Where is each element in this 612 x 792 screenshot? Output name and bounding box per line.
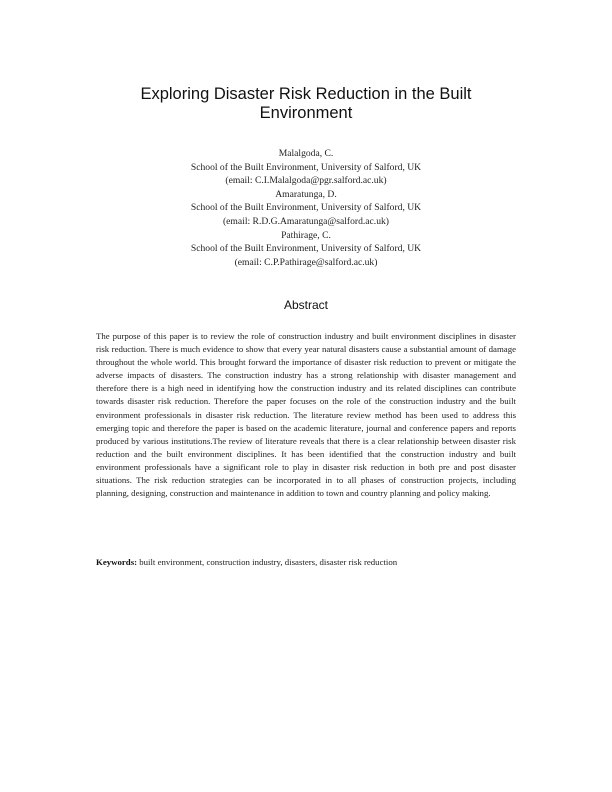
author-affiliation: School of the Built Environment, University of Salford, UK xyxy=(190,243,422,255)
author-email: (email: C.I.Malalgoda@pgr.salford.ac.uk) xyxy=(225,175,387,187)
paper-title-line-2: Environment xyxy=(259,104,353,122)
author-email: (email: C.P.Pathirage@salford.ac.uk) xyxy=(234,256,378,268)
keywords-text: built environment, construction industry, disasters, disaster risk reduction xyxy=(139,557,398,567)
abstract-body: The purpose of this paper is to review the role of construction industry and built environment disciplines in disaster risk reduction. There is much evidence to show that every year natural disasters cause a substantial amount of damage throughout the whole world. This brought forward the importance of disaster risk reduction to prevent or mitigate the adverse impacts of disasters. The construction industry has a strong relationship with disaster management and therefore there is a high need in identifying how the construction industry and its related disciplines can contribute towards disaster risk reduction. Therefore the paper focuses on the role of the construction industry and the built environment professionals in disaster risk reduction. The literature review method has been used to address this emerging topic and therefore the paper is based on the academic literature, journal and conference papers and reports produced by various institutions.The review of literature reveals that there is a clear relationship between disaster risk reduction and the built environment disciplines. It has been identified that the construction industry and built environment professionals have a significant role to play in disaster risk reduction in both pre and post disaster situations. The risk reduction strategies can be incorporated in to all phases of construction projects, including planning, designing, construction and maintenance in addition to town and country planning and policy making. xyxy=(96,331,516,499)
author-email: (email: R.D.G.Amaratunga@salford.ac.uk) xyxy=(222,215,389,227)
keywords-line xyxy=(96,556,516,569)
keywords-label: Keywords: xyxy=(96,557,138,567)
paper-title-line-1: Exploring Disaster Risk Reduction in the Built xyxy=(140,85,472,103)
author-affiliation: School of the Built Environment, University of Salford, UK xyxy=(190,202,422,214)
author-name: Malalgoda, C. xyxy=(278,148,334,159)
abstract-heading: Abstract xyxy=(283,298,328,312)
author-block xyxy=(96,147,516,269)
author-name: Amaratunga, D. xyxy=(275,188,337,200)
paper-title xyxy=(96,85,516,123)
author-affiliation: School of the Built Environment, University of Salford, UK xyxy=(190,161,422,173)
author-name: Pathirage, C. xyxy=(281,229,331,241)
